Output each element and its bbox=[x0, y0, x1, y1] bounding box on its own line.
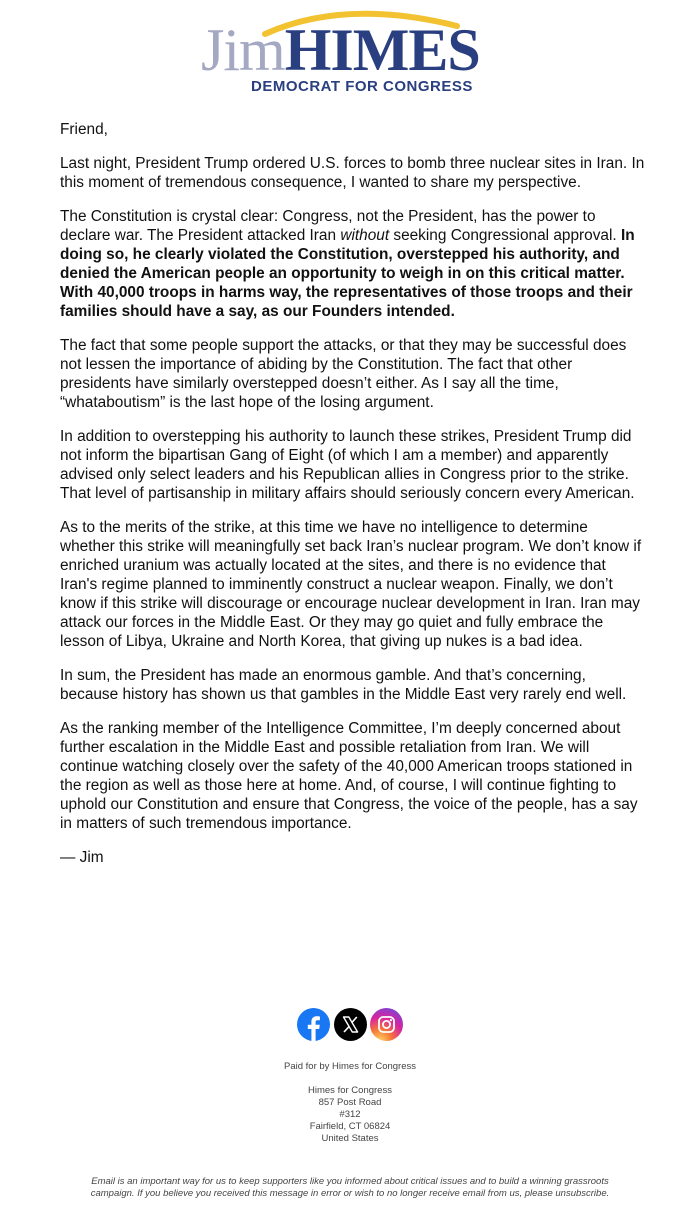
facebook-icon[interactable] bbox=[297, 1008, 330, 1041]
mailing-address bbox=[0, 1085, 700, 1145]
campaign-logo[interactable] bbox=[195, 4, 505, 96]
paragraph: As to the merits of the strike, at this time we have no intelligence to determine whether this strike will meaningfully set back Iran’s nuclear program. We don’t know if enriched uranium was actually located at the sites, and there is no evidence that Iran's regime planned to imminently construct a nuclear weapon. Finally, we don’t know if this strike will discourage or encourage nuclear development in Iran. Iran may attack our forces in the Middle East. Or they may go quiet and fully embrace the lesson of Libya, Ukraine and North Korea, that giving up nukes is a bad idea. bbox=[60, 519, 642, 650]
logo-name bbox=[201, 17, 480, 83]
paragraph: In addition to overstepping his authority to launch these strikes, President Trump did not inform the bipartisan Gang of Eight (of which I am a member) and apparently advised only select leaders and his Republican allies in Congress prior to the strike. That level of partisanship in military affairs should seriously concern every American. bbox=[60, 428, 635, 502]
bold-statement: In doing so, he clearly violated the Constitution, overstepped his authority, and denied the American people an opportunity to weigh in on this critical matter. With 40,000 troops in harms way, the representatives of those troops and their families should have a say, as our Founders intended. bbox=[60, 227, 635, 320]
emphasis-text: without bbox=[340, 227, 390, 244]
letter-body bbox=[60, 120, 645, 882]
logo-first-name: Jim bbox=[201, 17, 285, 83]
address-line: United States bbox=[321, 1133, 379, 1144]
address-line: #312 bbox=[339, 1109, 361, 1120]
logo-last-name: HIMES bbox=[284, 17, 480, 83]
paragraph: The fact that some people support the attacks, or that they may be successful does not lessen the importance of abiding by the Constitution. The fact that other presidents have similarly overstepped doesn’t either. As I say all the time, “whataboutism” is the last hope of the losing argument. bbox=[60, 337, 627, 411]
address-line: Fairfield, CT 06824 bbox=[309, 1121, 391, 1132]
paragraph-text: The Constitution is crystal clear: Congress, not the President, has the power to declare war. The President attacked Iran bbox=[60, 208, 596, 244]
signoff: — Jim bbox=[60, 849, 104, 866]
x-icon[interactable] bbox=[334, 1008, 367, 1041]
paid-for-disclaimer: Paid for by Himes for Congress bbox=[284, 1061, 416, 1072]
paragraph-text: seeking Congressional approval. bbox=[389, 227, 621, 244]
address-line: 857 Post Road bbox=[318, 1097, 382, 1108]
paragraph bbox=[60, 207, 645, 321]
address-line: Himes for Congress bbox=[308, 1085, 392, 1096]
paragraph: In sum, the President has made an enormous gamble. And that’s concerning, because history has shown us that gambles in the Middle East very rarely end well. bbox=[60, 667, 627, 703]
unsubscribe-notice: Email is an important way for us to keep supporters like you informed about critical issues and to build a winning grassroots campaign. If you believe you received this message in error or wish to no longer receive email from us, please unsubscribe. bbox=[90, 1176, 610, 1199]
instagram-icon[interactable] bbox=[370, 1008, 403, 1041]
social-links bbox=[297, 1008, 405, 1042]
paragraph: Last night, President Trump ordered U.S. forces to bomb three nuclear sites in Iran. In this moment of tremendous consequence, I wanted to share my perspective. bbox=[60, 155, 645, 191]
greeting: Friend, bbox=[60, 121, 108, 138]
logo-tagline: DEMOCRAT FOR CONGRESS bbox=[251, 78, 473, 95]
paragraph: As the ranking member of the Intelligence Committee, I’m deeply concerned about further escalation in the Middle East and possible retaliation from Iran. We will continue watching closely over the safety of the 40,000 American troops stationed in the region as well as those here at home. And, of course, I will continue fighting to uphold our Constitution and ensure that Congress, the voice of the people, has a say in matters of such tremendous importance. bbox=[60, 720, 638, 832]
